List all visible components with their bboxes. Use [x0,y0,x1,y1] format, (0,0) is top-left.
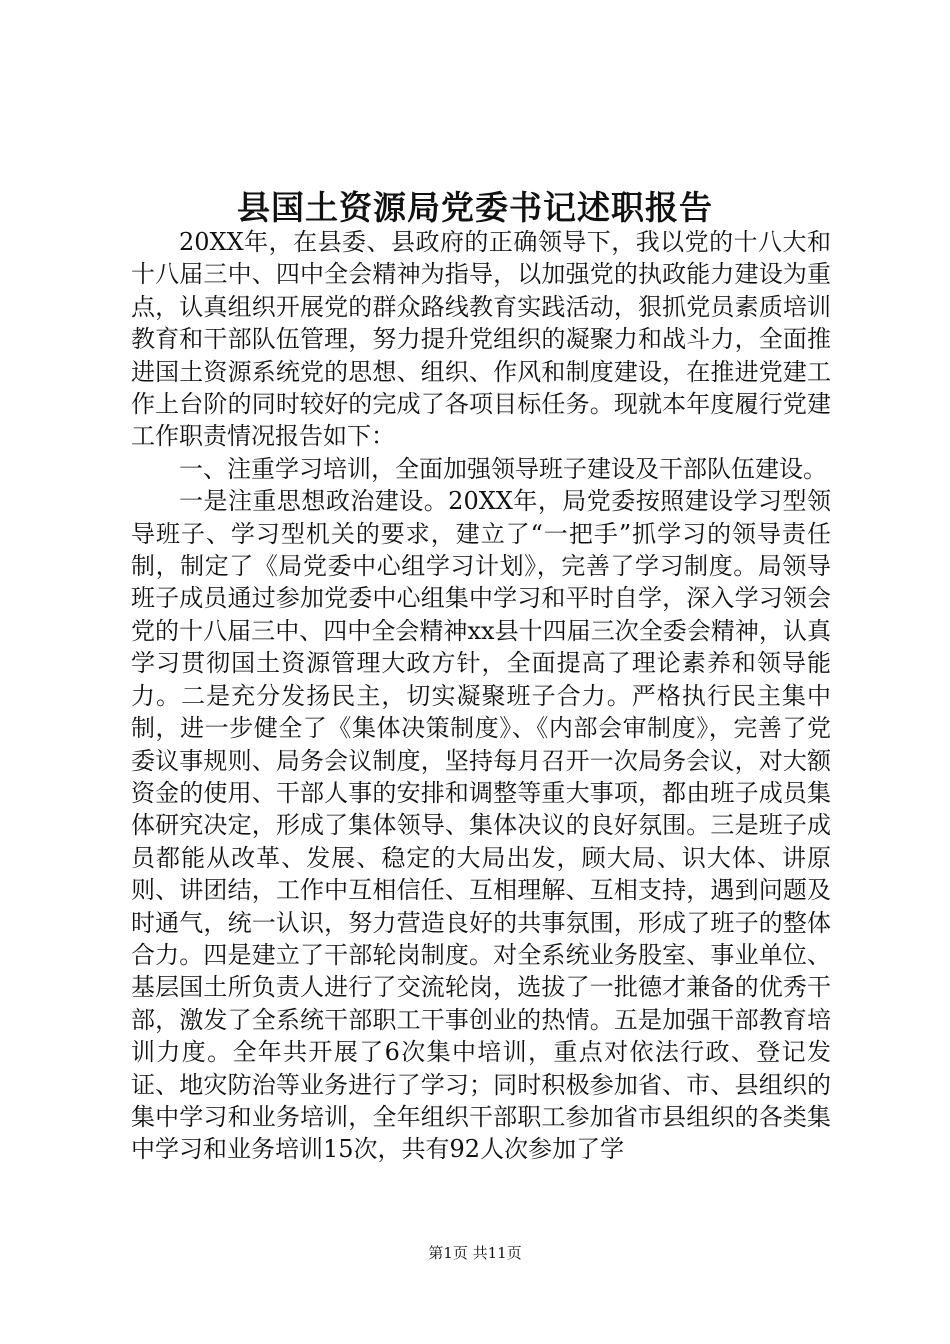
paragraph-section-heading: 一、注重学习培训，全面加强领导班子建设及干部队伍建设。 [179,454,827,483]
page-number-footer: 第1页 共11页 [428,1244,522,1262]
paragraph-intro: 20XX年，在县委、县政府的正确领导下，我以党的十八大和十八届三中、四中全会精神为指导，以加强党的执政能力建设为重点，认真组织开展党的群众路线教育实践活动，狠抓党员素质培训教育和干部队伍管理，努力提升党组织的凝聚力和战斗力，全面推进国土资源系统党的思想、组织、作风和制度建设，在推进党建工作上台阶的同时较好的完成了各项目标任务。现就本年度履行党建工作职责情况报告如下： [131,228,831,451]
paragraph-details: 一是注重思想政治建设。20XX年，局党委按照建设学习型领导班子、学习型机关的要求，建立了“一把手”抓学习的领导责任制，制定了《局党委中心组学习计划》，完善了学习制度。局领导班子成员通过参加党委中心组集中学习和平时自学，深入学习领会党的十八届三中、四中全会精神xx县十四届三次全委会精神，认真学习贯彻国土资源管理大政方针，全面提高了理论素养和领导能力。二是充分发扬民主，切实凝聚班子合力。严格执行民主集中制，进一步健全了《集体决策制度》、《内部会审制度》，完善了党委议事规则、局务会议制度，坚持每月召开一次局务会议，对大额资金的使用、干部人事的安排和调整等重大事项，都由班子成员集体研究决定，形成了集体领导、集体决议的良好氛围。三是班子成员都能从改革、发展、稳定的大局出发，顾大局、识大体、讲原则、讲团结，工作中互相信任、互相理解、互相支持，遇到问题及时通气，统一认识，努力营造良好的共事氛围，形成了班子的整体合力。四是建立了干部轮岗制度。对全系统业务股室、事业单位、基层国土所负责人进行了交流轮岗，选拔了一批德才兼备的优秀干部，激发了全系统干部职工干事创业的热情。五是加强干部教育培训力度。全年共开展了6次集中培训，重点对依法行政、登记发证、地灾防治等业务进行了学习；同时积极参加省、市、县组织的集中学习和业务培训，全年组织干部职工参加省市县组织的各类集中学习和业务培训15次，共有92人次参加了学 [131,487,831,1164]
document-title: 县国土资源局党委书记述职报告 [237,188,713,227]
document-body [131,226,831,1166]
